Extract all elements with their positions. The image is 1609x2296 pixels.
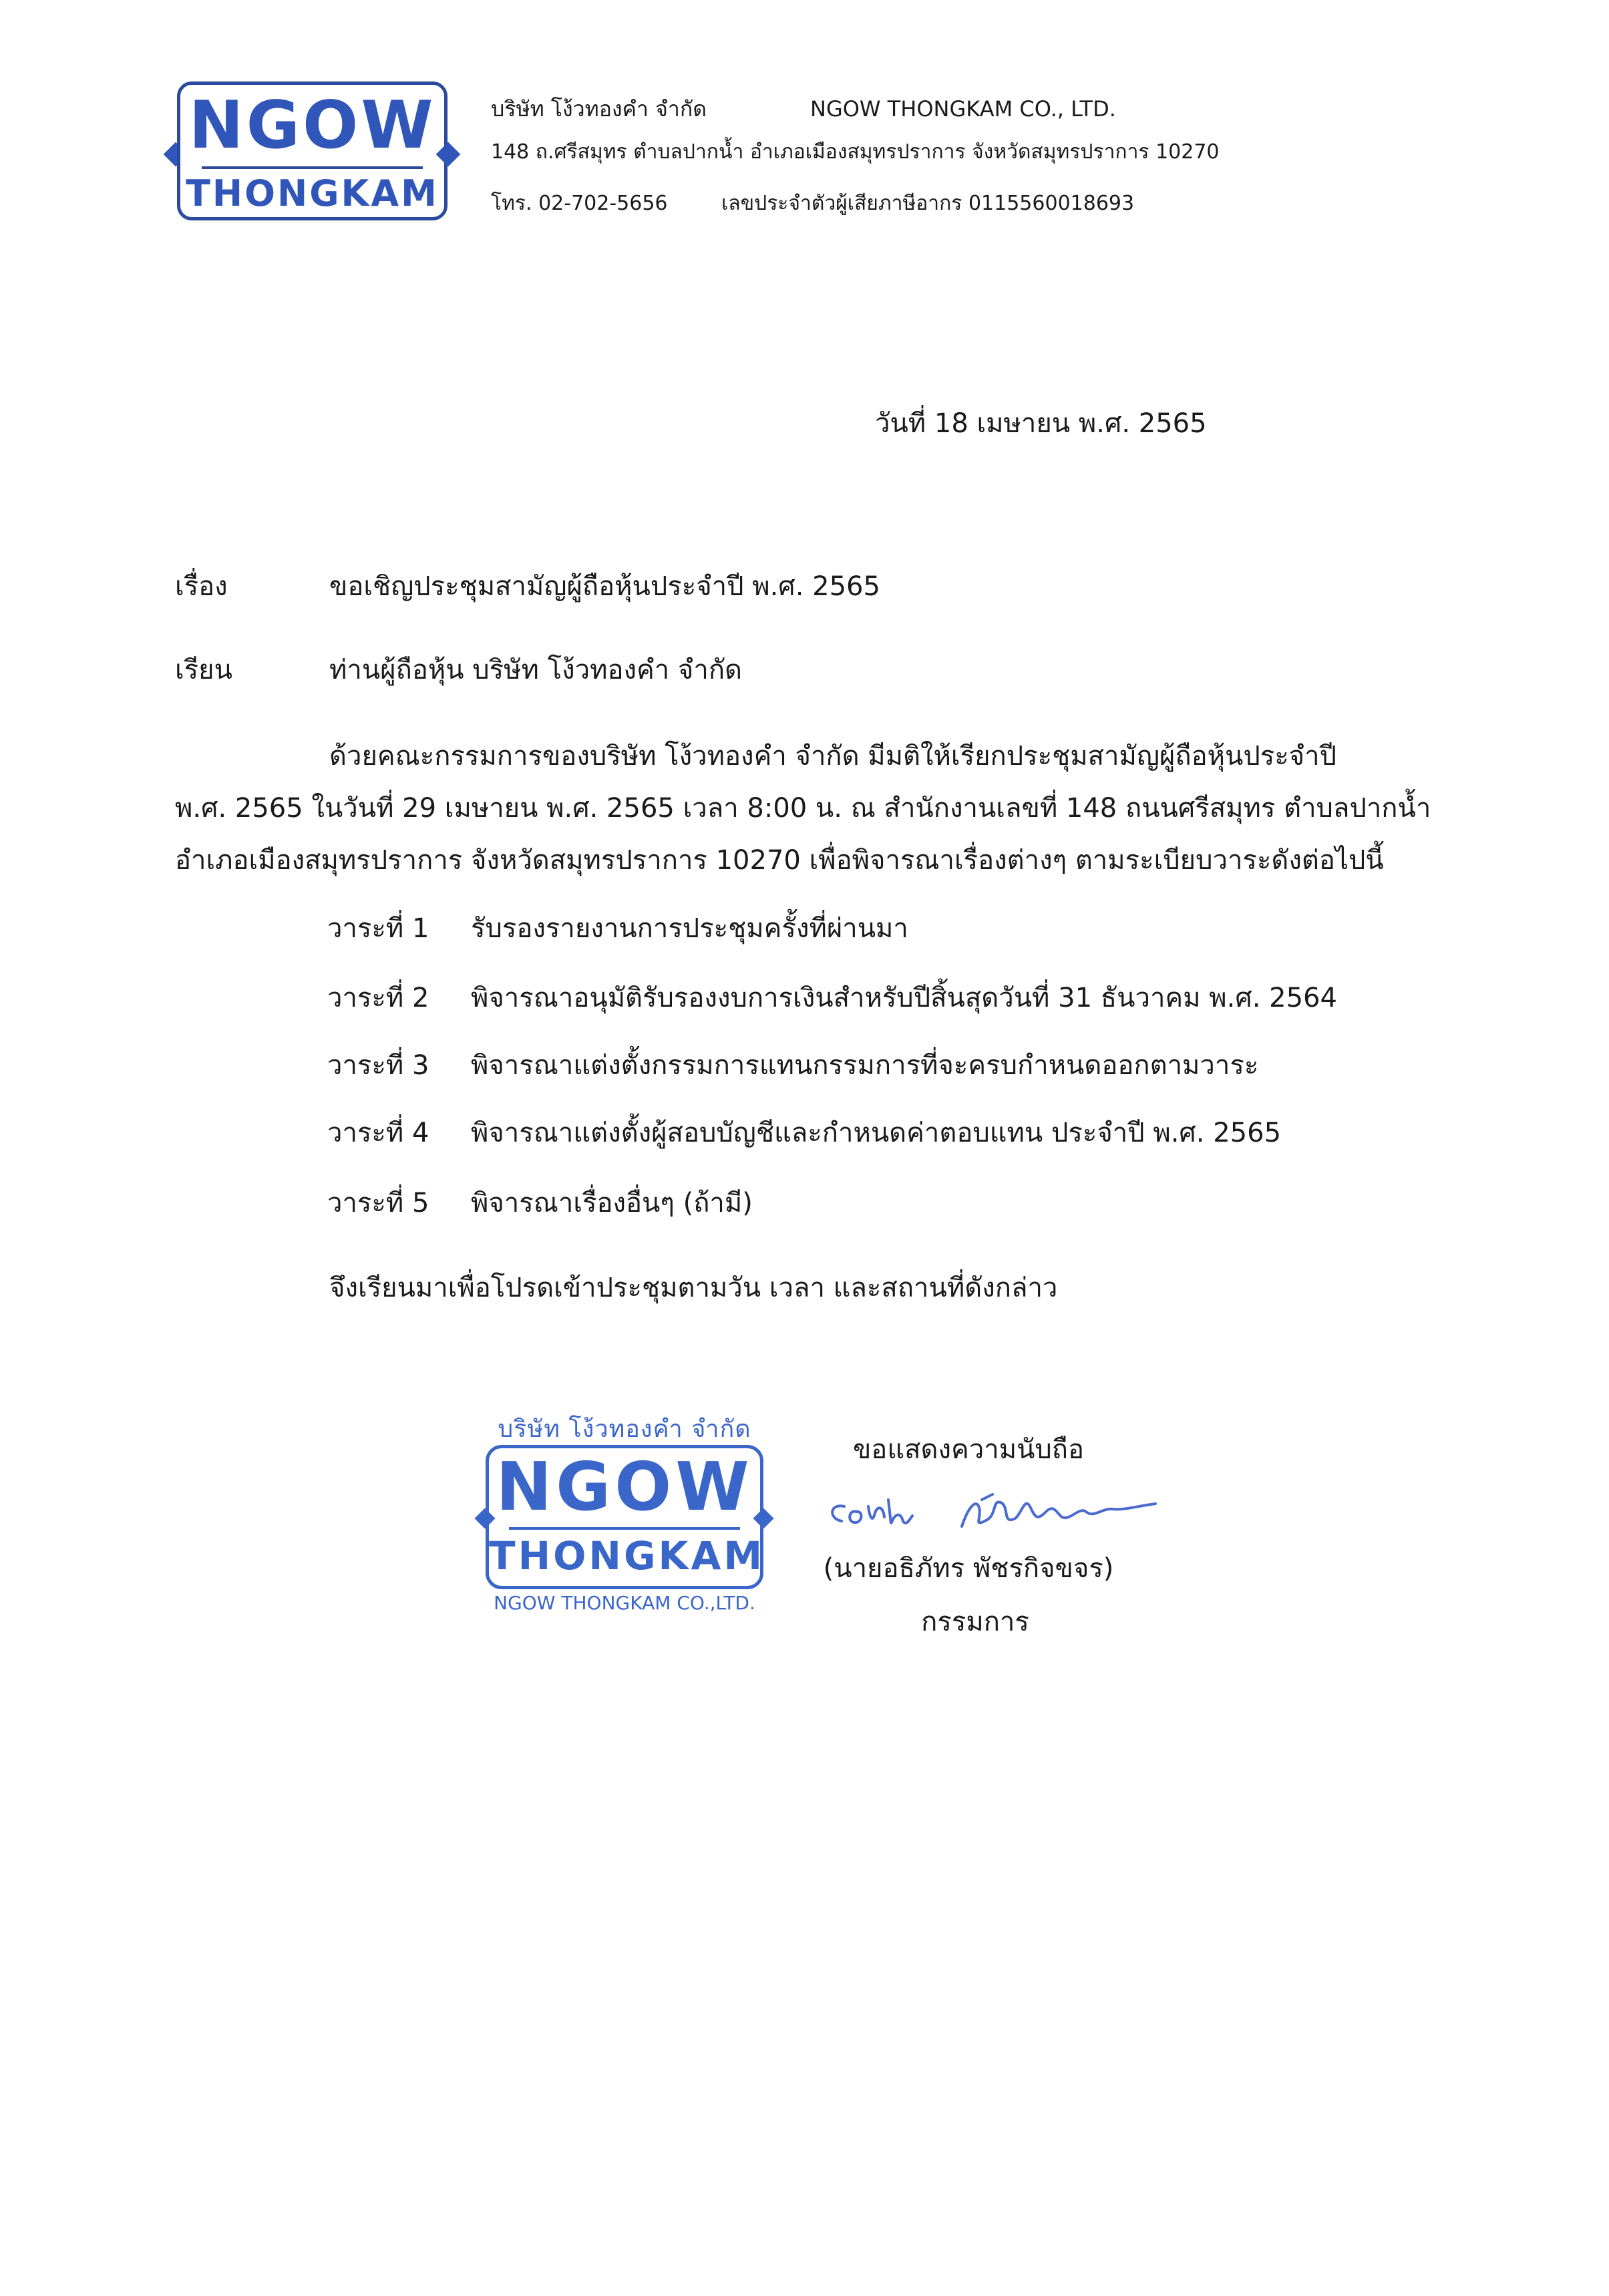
agenda-text: พิจารณาแต่งตั้งผู้สอบบัญชีและกำหนดค่าตอบแทน ประจำปี พ.ศ. 2565 [471,1118,1282,1148]
stamp-top-text: NGOW [496,1448,753,1526]
agenda-number: วาระที่ 3 [327,1050,429,1081]
stamp-divider [509,1527,740,1530]
agenda-text: พิจารณาแต่งตั้งกรรมการแทนกรรมการที่จะครบกำหนดออกตามวาระ [471,1050,1259,1081]
logo-top-text: NGOW [188,88,436,164]
letter-date: วันที่ 18 เมษายน พ.ศ. 2565 [875,408,1207,439]
agenda-text: พิจารณาเรื่องอื่นๆ (ถ้ามี) [471,1188,753,1218]
body-line: ด้วยคณะกรรมการของบริษัท โง้วทองคำ จำกัด มีมติให้เรียกประชุมสามัญผู้ถือหุ้นประจำปี [329,741,1336,772]
handwritten-signature [822,1480,1176,1546]
company-name-th: บริษัท โง้วทองคำ จำกัด [491,96,707,122]
signer-title: กรรมการ [921,1607,1029,1637]
agenda-number: วาระที่ 2 [327,983,429,1013]
agenda-number: วาระที่ 1 [327,913,429,944]
agenda-text: พิจารณาอนุมัติรับรองงบการเงินสำหรับปีสิ้นสุดวันที่ 31 ธันวาคม พ.ศ. 2564 [471,983,1337,1013]
company-address: 148 ถ.ศรีสมุทร ตำบลปากน้ำ อำเภอเมืองสมุทรปราการ จังหวัดสมุทรปราการ 10270 [491,140,1220,164]
regards-text: ขอแสดงความนับถือ [852,1434,1085,1465]
body-paragraph [175,730,1431,886]
stamp-caption: บริษัท โง้วทองคำ จำกัด [498,1416,751,1443]
stamp-footer: NGOW THONGKAM CO.,LTD. [494,1592,755,1614]
stamp-bottom-text: THONGKAM [489,1533,765,1579]
company-tax-id: เลขประจำตัวผู้เสียภาษีอากร 0115560018693 [721,192,1135,215]
company-phone: โทร. 02-702-5656 [491,192,668,215]
subject-text: ขอเชิญประชุมสามัญผู้ถือหุ้นประจำปี พ.ศ. 2565 [329,571,880,602]
logo-bottom-text: THONGKAM [186,172,439,214]
company-logo [177,81,448,220]
agenda-text: รับรองรายงานการประชุมครั้งที่ผ่านมา [471,913,908,944]
company-stamp [486,1445,763,1589]
recipient-text: ท่านผู้ถือหุ้น บริษัท โง้วทองคำ จำกัด [329,655,743,685]
body-line: พ.ศ. 2565 ในวันที่ 29 เมษายน พ.ศ. 2565 เวลา 8:00 น. ณ สำนักงานเลขที่ 148 ถนนศรีสมุทร ตำบลปากน้ำ [175,793,1431,824]
recipient-label: เรียน [175,655,232,685]
logo-divider [202,166,423,169]
agenda-number: วาระที่ 5 [327,1188,429,1218]
body-line: อำเภอเมืองสมุทรปราการ จังหวัดสมุทรปราการ 10270 เพื่อพิจารณาเรื่องต่างๆ ตามระเบียบวาระดังต่อไปนี้ [175,845,1384,876]
signer-name: (นายอธิภัทร พัชรกิจขจร) [823,1553,1114,1584]
company-name-en: NGOW THONGKAM CO., LTD. [810,96,1116,122]
closing-text: จึงเรียนมาเพื่อโปรดเข้าประชุมตามวัน เวลา และสถานที่ดังกล่าว [329,1273,1058,1303]
subject-label: เรื่อง [175,571,228,602]
agenda-number: วาระที่ 4 [327,1118,429,1148]
